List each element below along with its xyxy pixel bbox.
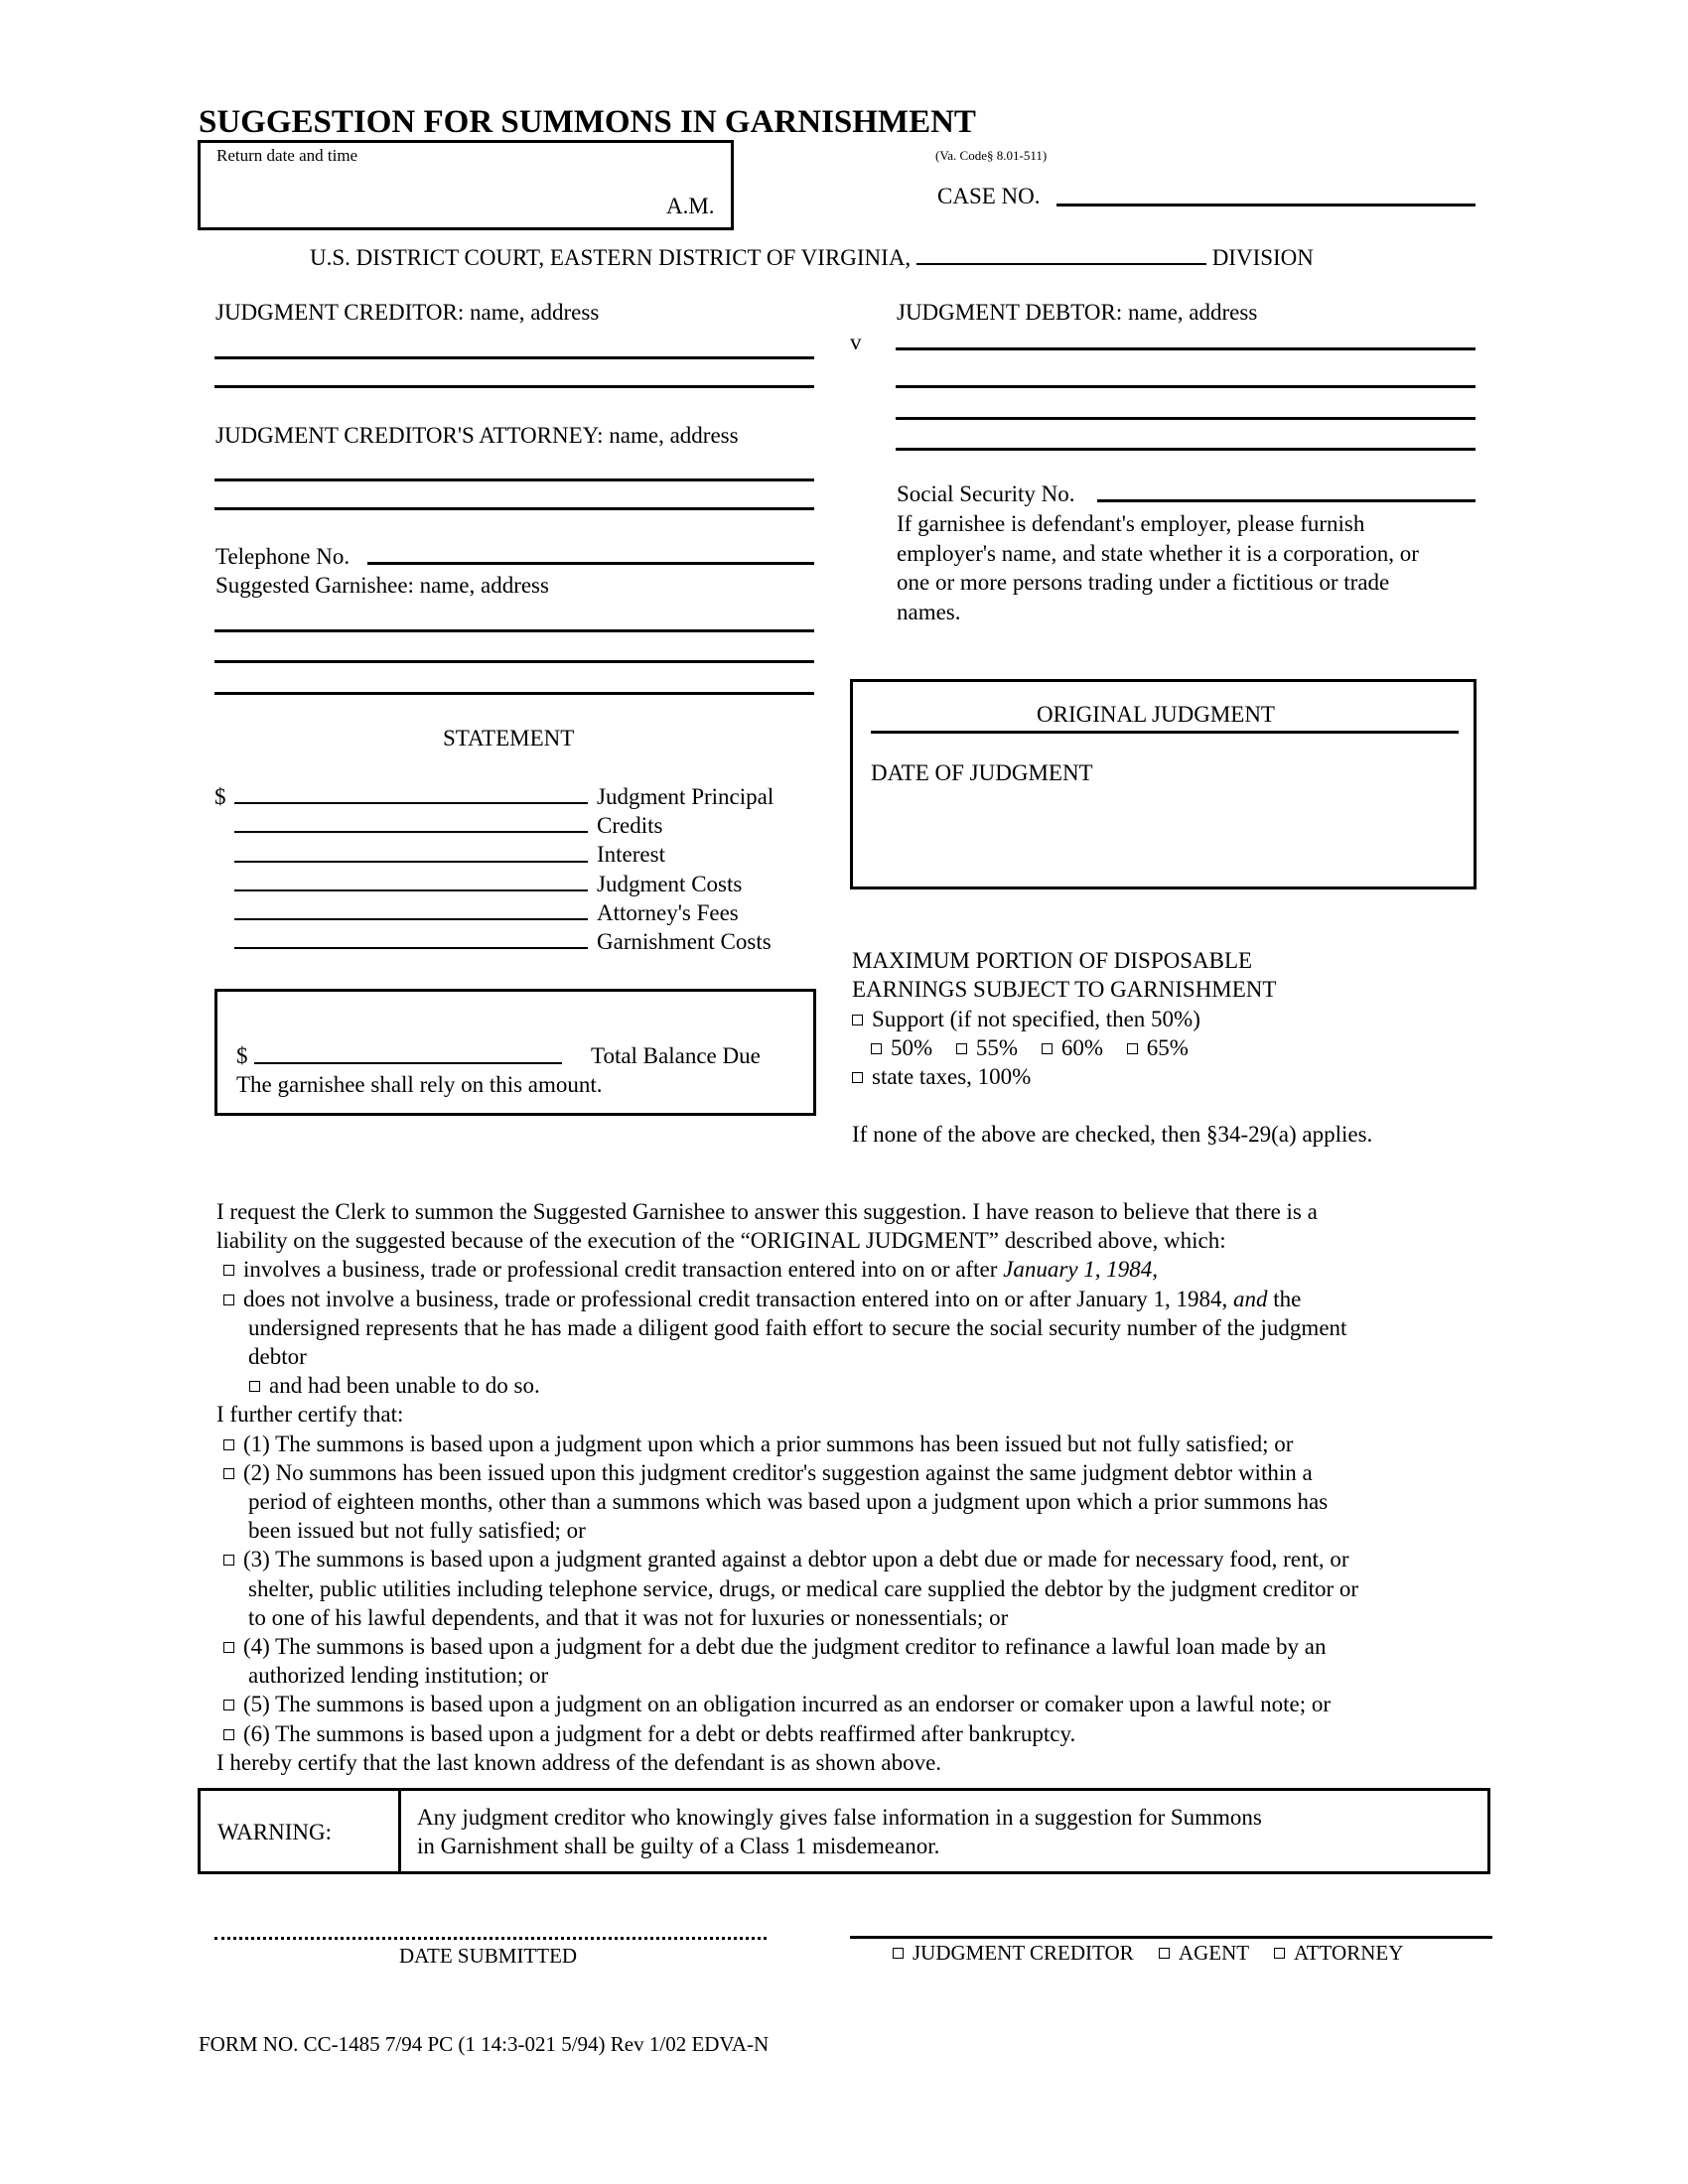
business-date: January 1, 1984,	[1003, 1257, 1159, 1283]
employer-note-line: If garnishee is defendant's employer, please furnish	[897, 511, 1365, 536]
currency-symbol: $	[214, 784, 226, 809]
certify-6-checkbox[interactable]	[223, 1729, 234, 1740]
return-date-label: Return date and time	[216, 146, 358, 165]
statement-heading: STATEMENT	[443, 726, 575, 751]
role-attorney[interactable]	[1274, 1941, 1403, 1965]
warning-text-1: Any judgment creditor who knowingly gives false information in a suggestion for Summons	[417, 1805, 1262, 1830]
role-judgment-creditor[interactable]	[893, 1941, 1134, 1965]
certify-2-line-3: been issued but not fully satisfied; or	[248, 1518, 586, 1544]
non-business-and: and	[1233, 1286, 1268, 1311]
credits-label: Credits	[597, 813, 663, 838]
division-field[interactable]	[916, 243, 1206, 265]
percent-option-50[interactable]	[871, 1035, 932, 1060]
certify-option-5[interactable]	[223, 1690, 1358, 1718]
judgment-principal-field[interactable]	[234, 802, 588, 804]
original-judgment-divider	[871, 731, 1459, 734]
form-number: FORM NO. CC-1485 7/94 PC (1 14:3-021 5/94) Rev 1/02 EDVA-N	[199, 2032, 770, 2056]
debtor-line-4[interactable]	[896, 448, 1476, 451]
form-title: SUGGESTION FOR SUMMONS IN GARNISHMENT	[199, 104, 976, 140]
max-portion-heading-2: EARNINGS SUBJECT TO GARNISHMENT	[852, 977, 1277, 1002]
agent-checkbox[interactable]	[1159, 1948, 1170, 1959]
certify-3-text: (3) The summons is based upon a judgment granted against a debtor upon a debt due or made for necessary food, rent, or	[243, 1547, 1349, 1572]
business-checkbox[interactable]	[223, 1265, 234, 1276]
garnishee-line-3[interactable]	[214, 692, 814, 695]
percent-55-checkbox[interactable]	[956, 1043, 967, 1054]
non-business-checkbox[interactable]	[223, 1295, 234, 1305]
interest-field[interactable]	[234, 861, 588, 863]
judgment-creditor-checkbox[interactable]	[893, 1948, 904, 1959]
request-intro-1: I request the Clerk to summon the Suggested Garnishee to answer this suggestion. I have reason to believe that there is a	[216, 1199, 1318, 1224]
employer-note	[897, 509, 1419, 626]
attorney-label: JUDGMENT CREDITOR'S ATTORNEY: name, address	[215, 423, 739, 448]
percent-option-65[interactable]	[1127, 1035, 1189, 1060]
request-section	[216, 1197, 1358, 1777]
option-unable[interactable]	[249, 1371, 1358, 1400]
percent-55-label: 55%	[975, 1035, 1019, 1060]
business-text: involves a business, trade or professional credit transaction entered into on or after	[243, 1257, 1004, 1283]
agent-label: AGENT	[1178, 1941, 1249, 1965]
support-checkbox[interactable]	[852, 1015, 863, 1025]
certify-3-line-3: to one of his lawful dependents, and that it was not for luxuries or nonessentials; or	[248, 1604, 1009, 1630]
percent-65-label: 65%	[1146, 1035, 1189, 1060]
non-business-the: the	[1267, 1286, 1302, 1311]
attorney-line-2[interactable]	[214, 507, 814, 510]
date-of-judgment-label: DATE OF JUDGMENT	[871, 760, 1093, 785]
percent-options	[871, 1033, 1189, 1062]
state-taxes-checkbox[interactable]	[852, 1072, 863, 1083]
percent-60-label: 60%	[1060, 1035, 1104, 1060]
certify-4-text: (4) The summons is based upon a judgment for a debt due the judgment creditor to refinance a lawful loan made by an	[243, 1634, 1327, 1660]
debtor-line-2[interactable]	[896, 385, 1476, 388]
certify-1-text: (1) The summons is based upon a judgment upon which a prior summons has been issued but not fully satisfied; or	[243, 1431, 1294, 1456]
court-line	[310, 243, 1314, 272]
judgment-costs-label: Judgment Costs	[597, 872, 743, 896]
court-name: U.S. DISTRICT COURT, EASTERN DISTRICT OF VIRGINIA,	[310, 245, 912, 270]
certify-option-6[interactable]	[223, 1719, 1358, 1748]
total-balance-box	[214, 989, 816, 1116]
attorney-checkbox[interactable]	[1274, 1948, 1285, 1959]
option-business[interactable]	[223, 1255, 1358, 1284]
garnishment-costs-label: Garnishment Costs	[597, 929, 772, 954]
further-certify: I further certify that:	[216, 1402, 404, 1428]
attorneys-fees-field[interactable]	[234, 918, 588, 920]
certify-3-line-2: shelter, public utilities including telephone service, drugs, or medical care supplied the debtor by the judgment creditor or	[248, 1575, 1359, 1601]
warning-text-2: in Garnishment shall be guilty of a Class 1 misdemeanor.	[417, 1834, 940, 1858]
garnishee-line-2[interactable]	[214, 660, 814, 663]
interest-label: Interest	[597, 842, 665, 867]
creditor-line-2[interactable]	[214, 385, 814, 388]
option-non-business[interactable]	[223, 1285, 1358, 1313]
attorney-label: ATTORNEY	[1293, 1941, 1404, 1965]
non-business-text: does not involve a business, trade or professional credit transaction entered into on or after January 1, 1984,	[243, 1286, 1234, 1311]
original-judgment-box	[850, 679, 1477, 889]
state-taxes-label: state taxes, 100%	[872, 1064, 1032, 1089]
total-balance-label: Total Balance Due	[591, 1043, 761, 1068]
return-date-box[interactable]	[198, 140, 734, 230]
certify-1-checkbox[interactable]	[223, 1439, 234, 1450]
percent-50-label: 50%	[891, 1035, 933, 1060]
judgment-costs-field[interactable]	[234, 889, 588, 891]
non-business-line-2: undersigned represents that he has made a diligent good faith effort to secure the social security number of the judgment	[248, 1314, 1347, 1340]
garnishment-costs-field[interactable]	[234, 947, 588, 949]
debtor-line-1[interactable]	[896, 347, 1476, 350]
am-label: A.M.	[666, 194, 715, 218]
original-judgment-heading: ORIGINAL JUDGMENT	[1037, 702, 1275, 727]
total-currency-symbol: $	[236, 1043, 248, 1068]
ssn-label: Social Security No.	[897, 481, 1075, 506]
warning-box	[198, 1788, 1490, 1874]
percent-option-55[interactable]	[956, 1035, 1018, 1060]
total-balance-field[interactable]	[254, 1062, 562, 1064]
judgment-creditor-label: JUDGMENT CREDITOR: name, address	[215, 300, 600, 325]
judgment-principal-label: Judgment Principal	[597, 784, 774, 809]
support-label: Support (if not specified, then 50%)	[872, 1007, 1200, 1031]
certify-6-text: (6) The summons is based upon a judgment for a debt or debts reaffirmed after bankruptcy.	[243, 1720, 1076, 1746]
telephone-label: Telephone No.	[215, 544, 351, 569]
case-no-label: CASE NO.	[937, 184, 1041, 208]
non-business-line-3: debtor	[248, 1344, 307, 1370]
date-submitted-label: DATE SUBMITTED	[399, 1944, 578, 1968]
va-code-reference: (Va. Code§ 8.01-511)	[935, 148, 1048, 163]
unable-checkbox[interactable]	[249, 1381, 260, 1392]
certify-5-text: (5) The summons is based upon a judgment on an obligation incurred as an endorser or comaker upon a lawful note; or	[243, 1692, 1331, 1717]
judgment-debtor-label: JUDGMENT DEBTOR: name, address	[897, 300, 1258, 325]
employer-note-line: employer's name, and state whether it is a corporation, or	[897, 540, 1419, 566]
certify-option-2[interactable]	[223, 1458, 1358, 1487]
employer-note-line: names.	[897, 599, 961, 624]
last-address-certification: I hereby certify that the last known address of the defendant is as shown above.	[216, 1749, 942, 1775]
certify-5-checkbox[interactable]	[223, 1700, 234, 1710]
attorneys-fees-label: Attorney's Fees	[597, 900, 739, 925]
credits-field[interactable]	[234, 831, 588, 833]
certify-option-1[interactable]	[223, 1430, 1358, 1458]
versus-label: v	[850, 330, 862, 354]
support-option[interactable]	[852, 1005, 1200, 1033]
garnishee-rely-note: The garnishee shall rely on this amount.	[236, 1072, 603, 1097]
division-label: DIVISION	[1211, 245, 1314, 270]
creditor-line-1[interactable]	[214, 356, 814, 359]
request-intro-2: liability on the suggested because of the execution of the “ORIGINAL JUDGMENT” described above, which:	[216, 1228, 1226, 1254]
garnishee-line-1[interactable]	[214, 629, 814, 632]
signer-role-options	[893, 1939, 1403, 1968]
role-agent[interactable]	[1159, 1941, 1249, 1965]
certify-2-text: (2) No summons has been issued upon this judgment creditor's suggestion against the same judgment debtor within a	[243, 1459, 1313, 1485]
employer-note-line: one or more persons trading under a fictitious or trade	[897, 570, 1390, 595]
certify-3-checkbox[interactable]	[223, 1555, 234, 1566]
date-submitted-field[interactable]	[214, 1937, 767, 1940]
telephone-field[interactable]	[367, 562, 814, 565]
percent-65-checkbox[interactable]	[1127, 1043, 1138, 1054]
certify-2-checkbox[interactable]	[223, 1468, 234, 1479]
none-checked-note: If none of the above are checked, then §34-29(a) applies.	[852, 1122, 1373, 1147]
debtor-line-3[interactable]	[896, 417, 1476, 420]
certify-2-line-2: period of eighteen months, other than a summons which was based upon a judgment upon which a prior summons has	[248, 1489, 1329, 1515]
percent-50-checkbox[interactable]	[871, 1043, 882, 1054]
warning-label: WARNING:	[217, 1820, 332, 1844]
case-no-field[interactable]	[1056, 204, 1476, 206]
judgment-creditor-label: JUDGMENT CREDITOR	[913, 1941, 1134, 1965]
unable-text: and had been unable to do so.	[269, 1373, 540, 1399]
certify-option-4[interactable]	[223, 1632, 1358, 1661]
state-taxes-option[interactable]	[852, 1062, 1031, 1091]
certify-4-checkbox[interactable]	[223, 1642, 234, 1653]
certify-4-line-2: authorized lending institution; or	[248, 1663, 549, 1689]
warning-divider	[398, 1791, 401, 1871]
percent-option-60[interactable]	[1042, 1035, 1103, 1060]
attorney-line-1[interactable]	[214, 478, 814, 481]
percent-60-checkbox[interactable]	[1042, 1043, 1053, 1054]
certify-option-3[interactable]	[223, 1545, 1358, 1573]
max-portion-heading-1: MAXIMUM PORTION OF DISPOSABLE	[852, 948, 1253, 973]
ssn-field[interactable]	[1097, 499, 1476, 502]
garnishee-label: Suggested Garnishee: name, address	[215, 573, 549, 598]
